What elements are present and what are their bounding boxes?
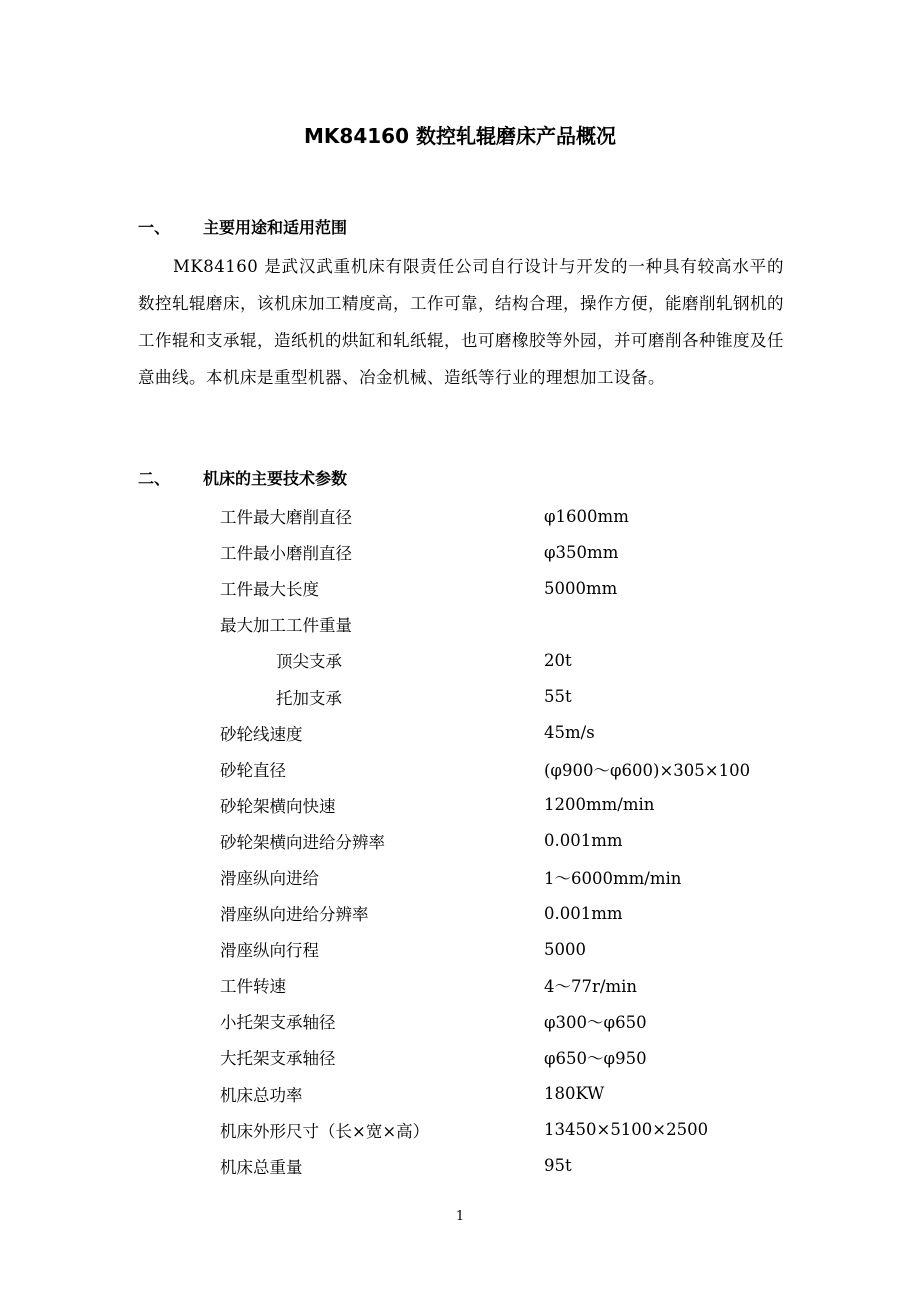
spec-row xyxy=(220,498,820,534)
spec-row xyxy=(220,823,820,859)
spec-name: 砂轮线速度 xyxy=(220,724,303,744)
spec-name: 滑座纵向行程 xyxy=(220,941,319,961)
spec-name: 工件最大长度 xyxy=(220,580,319,600)
spec-name: 机床外形尺寸（长×宽×高） xyxy=(220,1121,430,1141)
spec-value: 0.001mm xyxy=(544,831,623,851)
spec-row xyxy=(220,715,820,751)
spec-name: 砂轮架横向快速 xyxy=(220,796,336,816)
spec-name: 机床总重量 xyxy=(220,1157,303,1177)
spec-row xyxy=(220,1076,820,1112)
spec-row xyxy=(220,570,820,606)
spec-name: 机床总功率 xyxy=(220,1085,303,1105)
spec-row xyxy=(220,787,820,823)
spec-row xyxy=(220,895,820,931)
spec-value: 5000mm xyxy=(544,578,618,598)
section-1-body: MK84160 是武汉武重机床有限责任公司自行设计与开发的一种具有较高水平的数控轧辊磨床，该机床加工精度高，工作可靠，结构合理，操作方便，能磨削轧钢机的工作辊和支承辊，造纸机的烘缸和轧纸辊，也可磨橡胶等外园，并可磨削各种锥度及任意曲线。本机床是重型机器、冶金机械、造纸等行业的理想加工设备。 xyxy=(138,257,784,387)
spec-row xyxy=(220,931,820,967)
spec-value: 0.001mm xyxy=(544,903,623,923)
spec-row xyxy=(220,534,820,570)
spec-name: 托加支承 xyxy=(276,688,342,708)
spec-value: 4～77r/min xyxy=(544,977,637,997)
spec-value: 1～6000mm/min xyxy=(544,868,682,888)
spec-value: 95t xyxy=(544,1156,572,1176)
spec-value: 1200mm/min xyxy=(544,795,655,815)
spec-name: 砂轮直径 xyxy=(220,760,286,780)
spec-row xyxy=(220,1112,820,1148)
spec-row xyxy=(220,1039,820,1075)
spec-name: 砂轮架横向进给分辨率 xyxy=(220,832,385,852)
spec-row xyxy=(220,1003,820,1039)
spec-name: 工件最小磨削直径 xyxy=(220,544,352,564)
spec-value: 13450×5100×2500 xyxy=(544,1120,709,1140)
section-2-title: 机床的主要技术参数 xyxy=(203,469,348,488)
spec-value: 45m/s xyxy=(544,723,595,743)
spec-name: 滑座纵向进给分辨率 xyxy=(220,905,369,925)
spec-row xyxy=(220,967,820,1003)
spec-value: (φ900～φ600)×305×100 xyxy=(544,760,751,780)
spec-value: 5000 xyxy=(544,939,586,959)
spec-value: φ1600mm xyxy=(544,506,629,526)
spec-name: 工件最大磨削直径 xyxy=(220,508,352,528)
spec-row xyxy=(220,859,820,895)
document-title: MK84160 数控轧辊磨床产品概况 xyxy=(304,124,616,148)
spec-value: φ300～φ650 xyxy=(544,1013,647,1033)
spec-table xyxy=(220,498,820,1184)
section-1-heading xyxy=(138,216,347,240)
spec-name: 大托架支承轴径 xyxy=(220,1049,336,1069)
section-2-heading xyxy=(138,467,347,491)
page-number: 1 xyxy=(455,1209,465,1224)
spec-name: 顶尖支承 xyxy=(276,652,342,672)
spec-row xyxy=(220,751,820,787)
spec-value: 55t xyxy=(544,687,572,707)
spec-value: φ350mm xyxy=(544,542,619,562)
spec-name: 小托架支承轴径 xyxy=(220,1013,336,1033)
spec-value: φ650～φ950 xyxy=(544,1049,647,1069)
spec-row xyxy=(220,678,820,714)
spec-row xyxy=(220,642,820,678)
section-1-number: 一、 xyxy=(138,218,171,237)
spec-row xyxy=(220,1148,820,1184)
spec-name: 最大加工工件重量 xyxy=(220,616,352,636)
spec-row xyxy=(220,606,820,642)
section-1-title: 主要用途和适用范围 xyxy=(203,218,348,237)
spec-name: 滑座纵向进给 xyxy=(220,868,319,888)
spec-name: 工件转速 xyxy=(220,977,286,997)
section-2-number: 二、 xyxy=(138,469,171,488)
spec-value: 180KW xyxy=(544,1084,605,1104)
spec-value: 20t xyxy=(544,650,572,670)
